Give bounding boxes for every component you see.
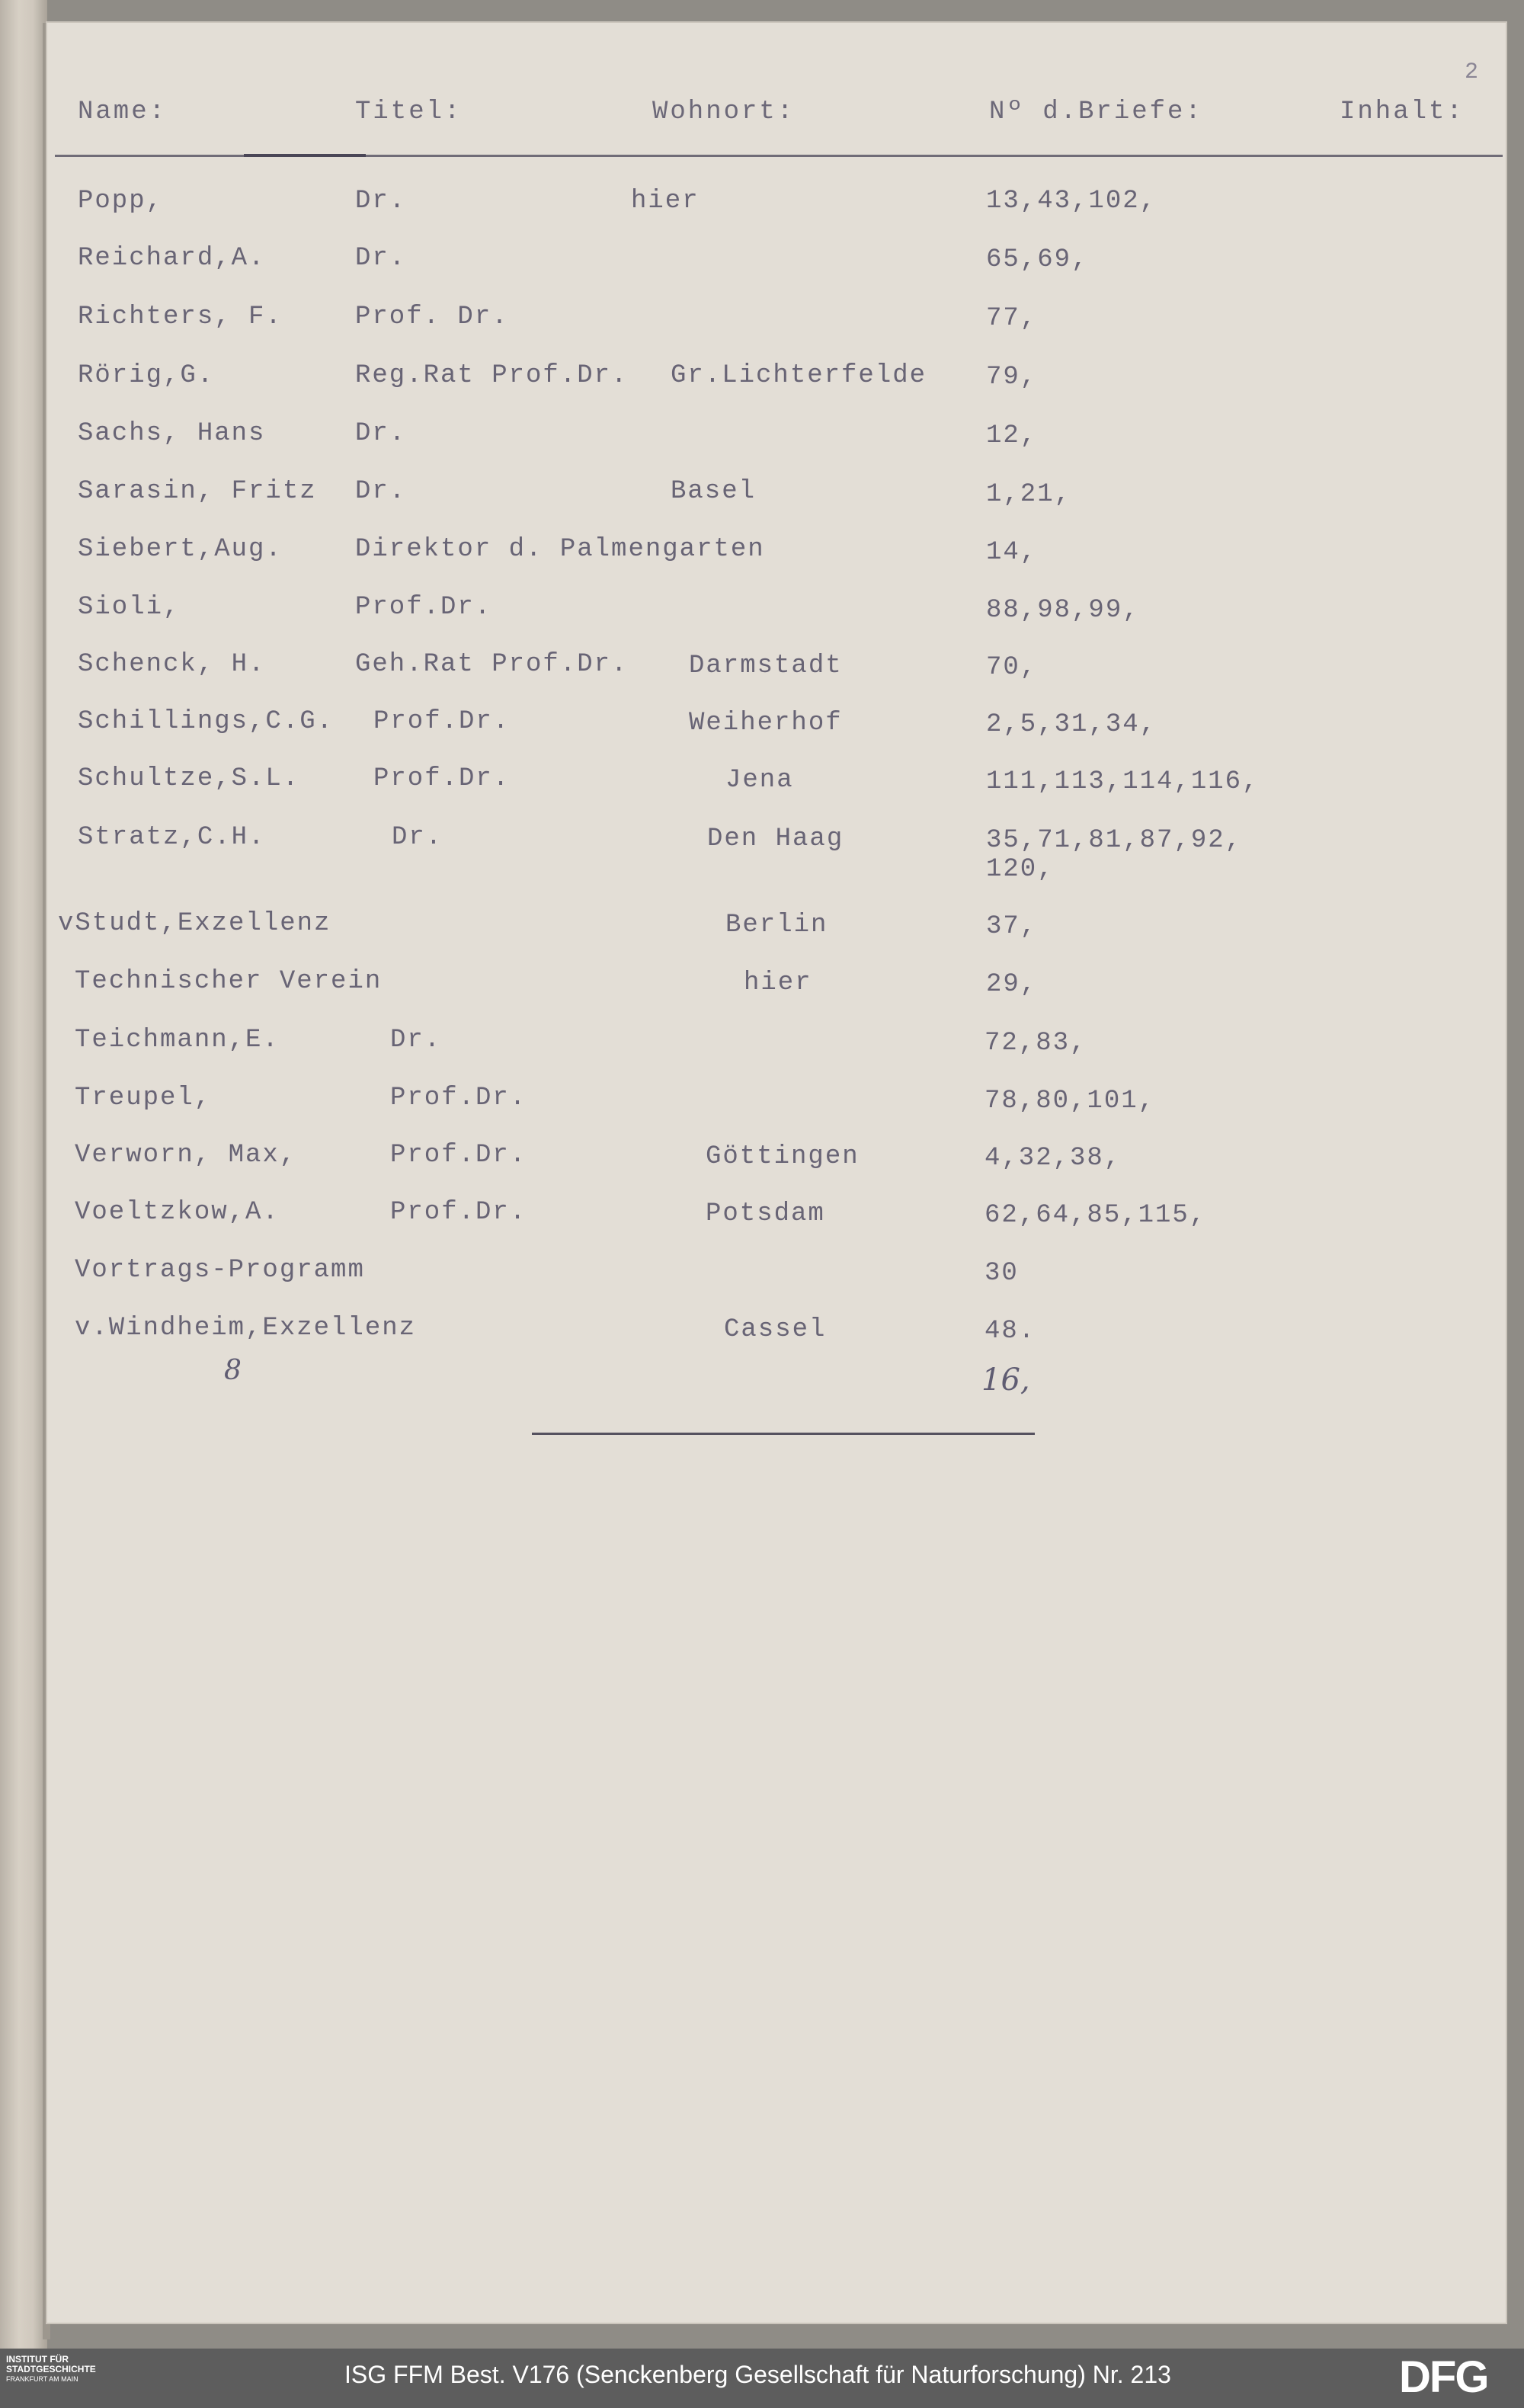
row-residence: hier [744,969,812,997]
row-title: Dr. [355,244,407,273]
row-title: Prof.Dr. [390,1084,527,1113]
row-title: Prof.Dr. [390,1141,527,1170]
header-rule-accent [244,154,366,157]
row-title: Dr. [355,419,407,448]
row-name: Schenck, H. [78,650,266,679]
row-letters: 29, [986,970,1038,999]
row-residence: Göttingen [706,1142,860,1171]
row-letters: 4,32,38, [985,1144,1122,1173]
row-name: Stratz,C.H. [78,823,266,852]
row-letters: 70, [986,653,1038,682]
header-content: Inhalt: [1340,98,1465,126]
row-letters: 12, [986,421,1038,450]
header-name: Name: [78,98,168,126]
row-title: Geh.Rat Prof.Dr. [355,650,629,679]
row-letters: 37, [986,912,1038,941]
row-name: Teichmann,E. [75,1026,280,1055]
header-title: Titel: [355,98,463,126]
row-residence: Den Haag [707,825,844,853]
row-name: Sioli, [78,593,181,622]
header-letter-numbers: Nº d.Briefe: [989,98,1203,126]
handwritten-count-right: 16, [981,1363,1030,1398]
archive-caption: ISG FFM Best. V176 (Senckenberg Gesellschaft für Naturforschung) Nr. 213 [344,2361,1171,2388]
row-name: Technischer Verein [75,967,383,996]
row-letters-continued: 120, [986,855,1055,884]
row-letters: 77, [986,304,1038,333]
row-residence: Berlin [725,911,828,940]
row-name: Sachs, Hans [78,419,266,448]
row-name: Sarasin, Fritz [78,477,317,506]
row-letters: 88,98,99, [986,596,1140,625]
row-title: Dr. [355,477,407,506]
row-residence: Darmstadt [689,652,843,680]
row-name: Rörig,G. [78,361,215,390]
row-title: Prof. Dr. [355,303,509,331]
row-name: Schillings,C.G. [78,707,335,736]
logo-line: INSTITUT FÜR [6,2354,69,2365]
row-residence: Jena [725,766,794,795]
row-name: Reichard,A. [78,244,266,273]
row-name: Vortrags-Programm [75,1256,365,1285]
row-name: Richters, F. [78,303,283,331]
book-edge [0,0,47,2349]
row-letters: 35,71,81,87,92, [986,826,1243,855]
row-title: Dr. [392,823,443,852]
row-title: Prof.Dr. [390,1198,527,1227]
row-name: Popp, [78,187,164,216]
row-name: Siebert,Aug. [78,535,283,564]
row-letters: 62,64,85,115, [985,1201,1207,1230]
row-letters: 14, [986,538,1038,567]
row-name: v.Windheim,Exzellenz [75,1314,417,1343]
row-title: Prof.Dr. [373,707,511,736]
handwritten-count-left: 8 [224,1355,242,1386]
row-name: vStudt,Exzellenz [58,909,331,938]
row-title: Reg.Rat Prof.Dr. [355,361,629,390]
row-letters: 1,21, [986,480,1072,509]
row-letters: 30 [985,1259,1019,1288]
row-residence: Gr.Lichterfelde [671,361,927,390]
closing-rule [532,1433,1035,1435]
row-residence: Weiherhof [689,709,843,738]
row-title: Prof.Dr. [373,764,511,793]
page-number: 2 [1465,59,1479,85]
row-name: Voeltzkow,A. [75,1198,280,1227]
row-name: Verworn, Max, [75,1141,297,1170]
header-residence: Wohnort: [652,98,796,126]
row-letters: 79, [986,363,1038,392]
institute-logo [6,2355,128,2384]
logo-line: STADTGESCHICHTE [6,2364,96,2374]
row-letters: 111,113,114,116, [986,767,1260,796]
dfg-logo: DFG [1399,2352,1488,2402]
row-residence: Cassel [724,1315,827,1344]
row-residence: Basel [671,477,757,506]
row-letters: 65,69, [986,245,1089,274]
row-title: Prof.Dr. [355,593,492,622]
row-letters: 48. [985,1317,1036,1346]
row-name: Schultze,S.L. [78,764,300,793]
row-name: Treupel, [75,1084,212,1113]
row-letters: 13,43,102, [986,187,1157,216]
row-letters: 2,5,31,34, [986,710,1157,739]
row-title: Direktor d. Palmengarten [355,535,765,564]
row-letters: 72,83, [985,1029,1087,1058]
row-residence: Potsdam [706,1199,825,1228]
row-letters: 78,80,101, [985,1087,1156,1116]
logo-line: FRANKFURT AM MAIN [6,2375,78,2383]
row-residence: hier [631,187,700,216]
row-title: Dr. [390,1026,442,1055]
row-title: Dr. [355,187,407,216]
